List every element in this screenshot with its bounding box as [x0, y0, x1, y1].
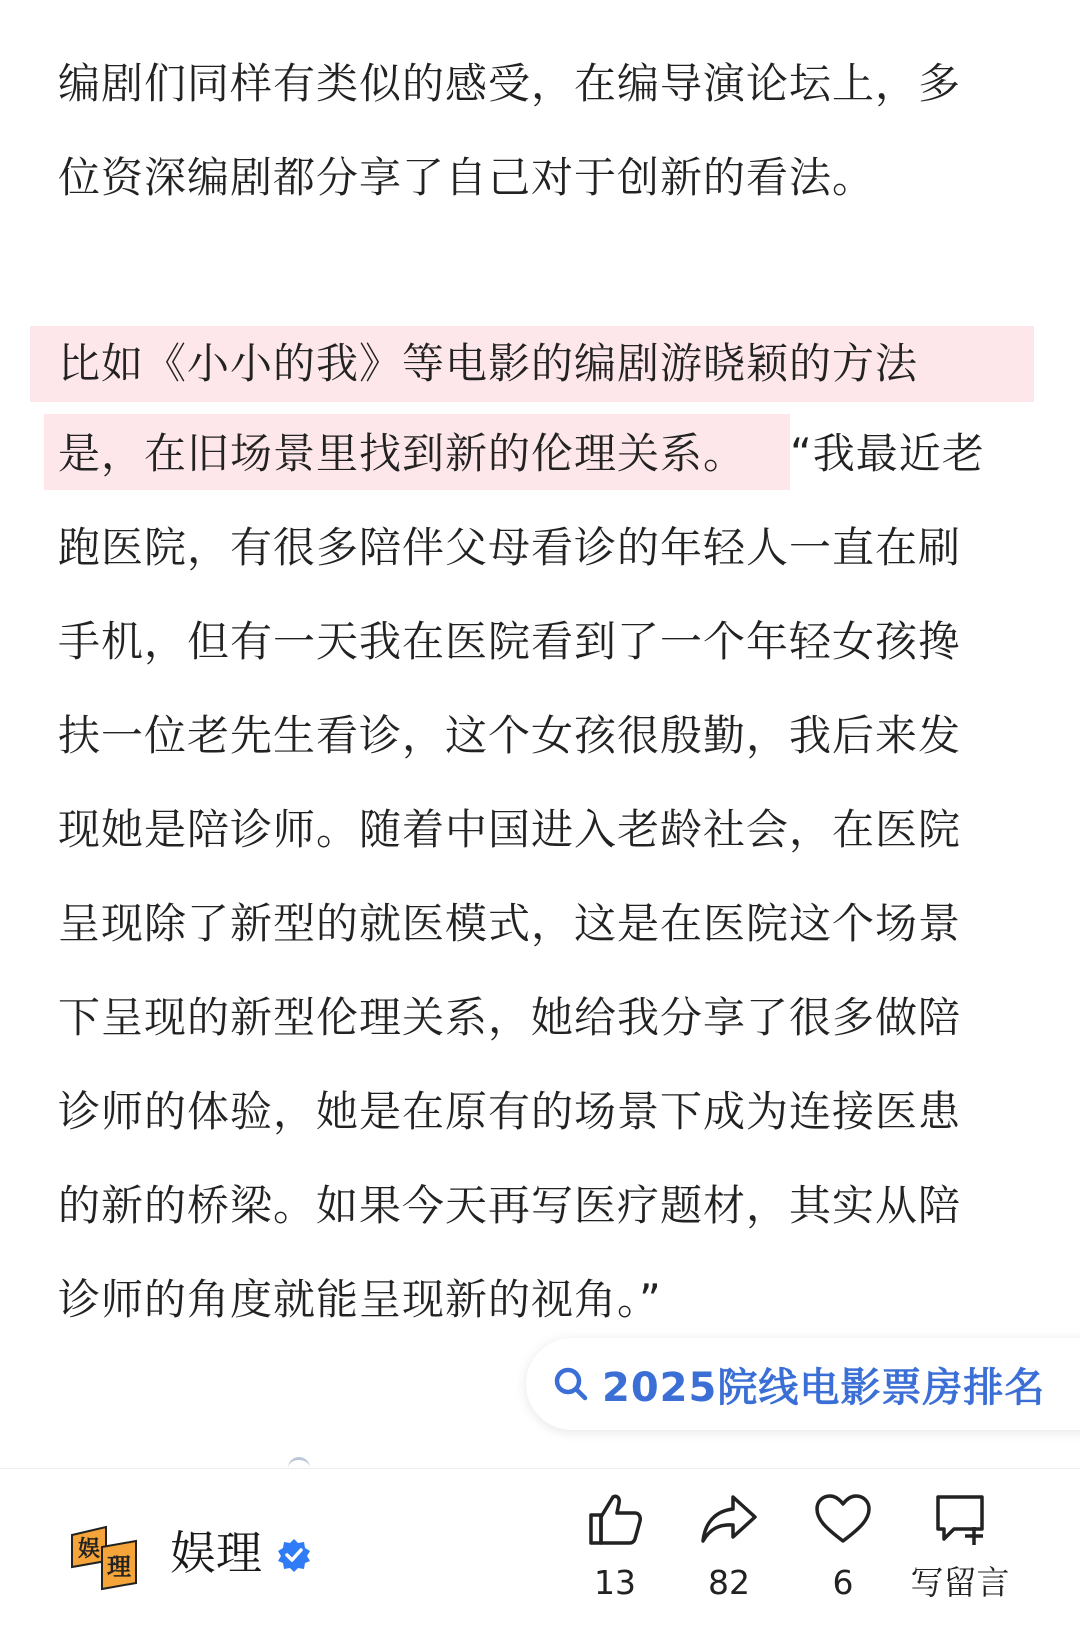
paragraph-line: 的新的桥梁。如果今天再写医疗题材，其实从陪	[58, 1181, 962, 1230]
share-button[interactable]	[674, 1489, 784, 1629]
paragraph-line: 现她是陪诊师。随着中国进入老龄社会，在医院	[58, 805, 962, 854]
favorite-count: 6	[832, 1563, 854, 1602]
related-search-query: 2025院线电影票房排名	[602, 1364, 1046, 1411]
author-avatar[interactable]	[66, 1521, 140, 1595]
share-icon	[699, 1489, 759, 1549]
favorite-button[interactable]	[788, 1489, 898, 1629]
related-search-pill[interactable]	[526, 1338, 1080, 1430]
paragraph-line: 手机，但有一天我在医院看到了一个年轻女孩搀	[58, 617, 962, 666]
like-button[interactable]	[560, 1489, 670, 1629]
paragraph-line-highlighted[interactable]: 是，在旧场景里找到新的伦理关系。	[58, 429, 747, 478]
like-count: 13	[594, 1563, 636, 1602]
article-footer-bar	[0, 1469, 1080, 1644]
share-count: 82	[708, 1563, 750, 1602]
paragraph-line: 编剧们同样有类似的感受，在编导演论坛上，多	[58, 59, 962, 108]
author-name[interactable]: 娱理	[170, 1526, 262, 1580]
avatar-logo-text: 理	[107, 1553, 131, 1581]
avatar-logo-text: 娱	[77, 1537, 101, 1562]
verified-badge-icon	[276, 1537, 312, 1573]
paragraph-line: 扶一位老先生看诊，这个女孩很殷勤，我后来发	[58, 711, 962, 760]
paragraph-line: 位资深编剧都分享了自己对于创新的看法。	[58, 153, 876, 202]
paragraph-line: 诊师的角度就能呈现新的视角。”	[58, 1275, 662, 1324]
paragraph-line: “我最近老	[790, 429, 985, 478]
comment-button[interactable]	[900, 1489, 1020, 1629]
search-icon	[546, 1359, 596, 1409]
paragraph-line: 跑医院，有很多陪伴父母看诊的年轻人一直在刷	[58, 523, 962, 572]
comment-icon	[930, 1489, 990, 1549]
paragraph-line-highlighted[interactable]: 比如《小小的我》等电影的编剧游晓颖的方法	[58, 339, 919, 388]
heart-icon	[813, 1489, 873, 1549]
paragraph-line: 下呈现的新型伦理关系，她给我分享了很多做陪	[58, 993, 962, 1042]
paragraph-line: 呈现除了新型的就医模式，这是在医院这个场景	[58, 899, 962, 948]
comment-label: 写留言	[910, 1563, 1010, 1602]
thumbs-up-icon	[585, 1489, 645, 1549]
paragraph-line: 诊师的体验，她是在原有的场景下成为连接医患	[58, 1087, 962, 1136]
